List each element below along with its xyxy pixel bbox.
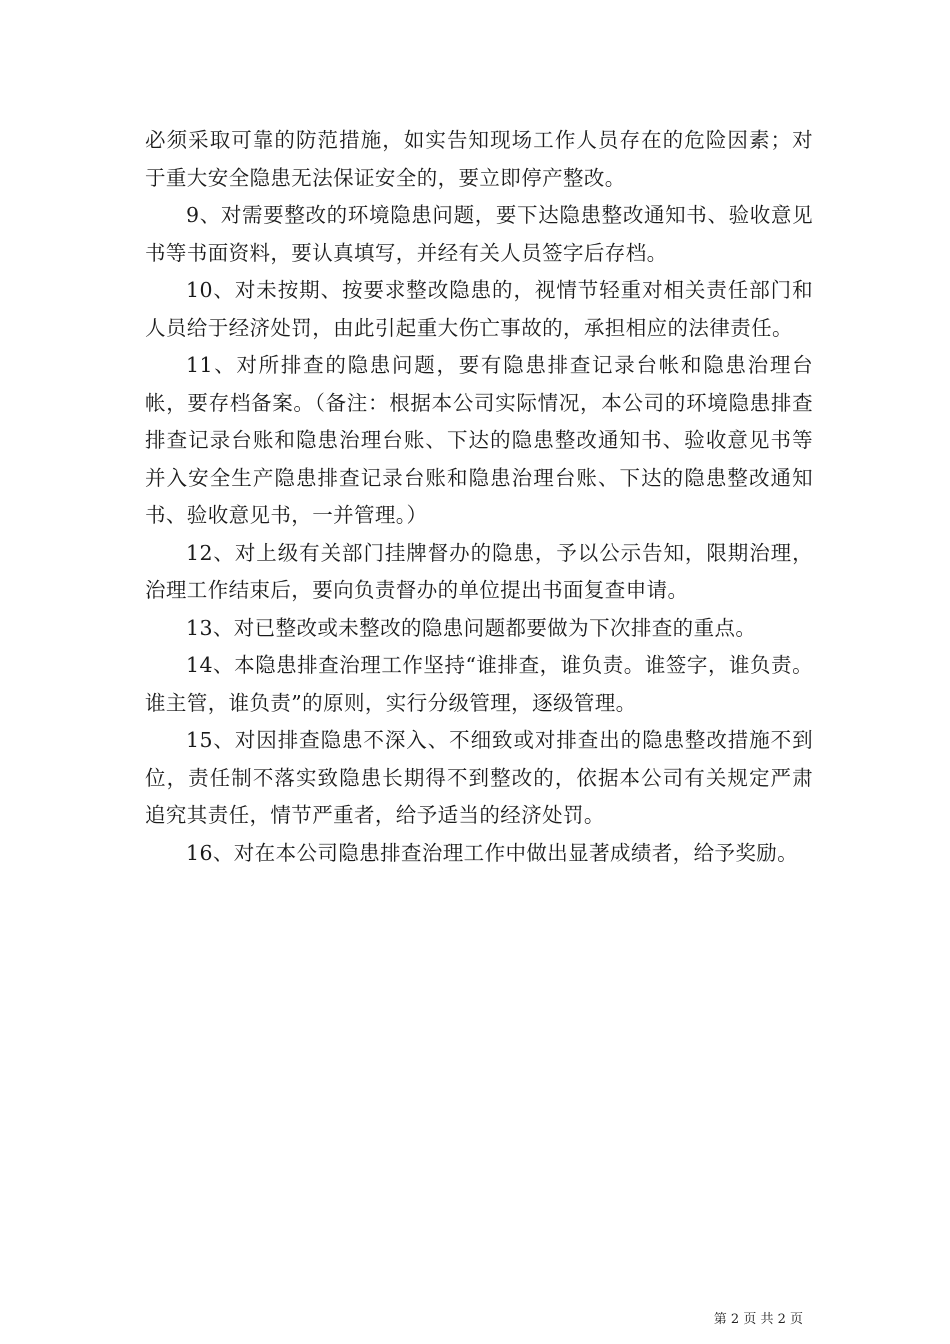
paragraph-item-14: 14、本隐患排查治理工作坚持“谁排查，谁负责。谁签字，谁负责。谁主管，谁负责”的原则，实行分级管理，逐级管理。 — [145, 653, 813, 715]
paragraph-item-9: 9、对需要整改的环境隐患问题，要下达隐患整改通知书、验收意见书等书面资料，要认真填写，并经有关人员签字后存档。 — [145, 203, 813, 265]
paragraph-item-13: 13、对已整改或未整改的隐患问题都要做为下次排查的重点。 — [186, 615, 757, 640]
page-number-footer: 第 2 页 共 2 页 — [713, 1312, 803, 1327]
document-body — [145, 122, 813, 872]
paragraph-item-15: 15、对因排查隐患不深入、不细致或对排查出的隐患整改措施不到位，责任制不落实致隐患长期得不到整改的，依据本公司有关规定严肃追究其责任，情节严重者，给予适当的经济处罚。 — [145, 728, 813, 827]
paragraph-continuation: 必须采取可靠的防范措施，如实告知现场工作人员存在的危险因素；对于重大安全隐患无法保证安全的，要立即停产整改。 — [145, 128, 813, 190]
paragraph-item-16: 16、对在本公司隐患排查治理工作中做出显著成绩者，给予奖励。 — [186, 840, 799, 865]
paragraph-item-11: 11、对所排查的隐患问题，要有隐患排查记录台帐和隐患治理台帐，要存档备案。（备注：根据本公司实际情况，本公司的环境隐患排查排查记录台账和隐患治理台账、下达的隐患整改通知书、验收意见书等并入安全生产隐患排查记录台账和隐患治理台账、下达的隐患整改通知书、验收意见书，一并管理。） — [145, 353, 813, 527]
paragraph-item-12: 12、对上级有关部门挂牌督办的隐患，予以公示告知，限期治理，治理工作结束后，要向负责督办的单位提出书面复查申请。 — [145, 540, 813, 602]
paragraph-item-10: 10、对未按期、按要求整改隐患的，视情节轻重对相关责任部门和人员给于经济处罚，由此引起重大伤亡事故的，承担相应的法律责任。 — [145, 278, 813, 340]
